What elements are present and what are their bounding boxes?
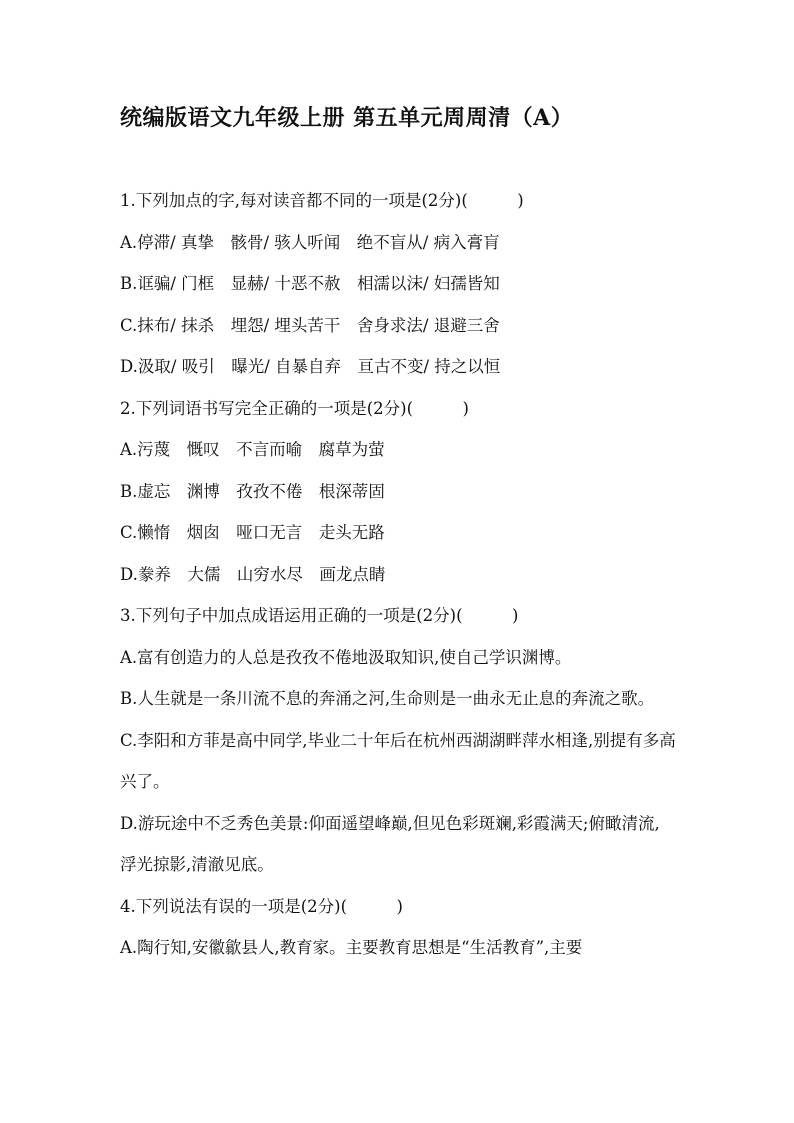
question-stem-4: 4.下列说法有误的一项是(2分)( ) [120,896,403,916]
option-2a: A.污蔑 慨叹 不言而喻 腐草为萤 [120,440,385,459]
option-1b: B.诓骗/ 门框 显赫/ 十恶不赦 相濡以沫/ 妇孺皆知 [120,274,500,293]
option-2b: B.虚忘 渊博 孜孜不倦 根深蒂固 [120,481,385,501]
question-stem-1: 1.下列加点的字,每对读音都不同的一项是(2分)( ) [120,191,524,210]
option-1d: D.汲取/ 吸引 曝光/ 自暴自弃 亘古不变/ 持之以恒 [120,357,501,376]
option-4a: A.陶行知,安徽歙县人,教育家。主要教育思想是“生活教育”,主要 [120,938,583,957]
question-stem-2: 2.下列词语书写完全正确的一项是(2分)( ) [120,398,469,418]
option-3b: B.人生就是一条川流不息的奔涌之河,生命则是一曲永无止息的奔流之歌。 [120,689,655,708]
option-1a: A.停滞/ 真挚 骸骨/ 骇人听闻 绝不盲从/ 病入膏肓 [120,232,500,252]
option-1c: C.抹布/ 抹杀 埋怨/ 埋头苦干 舍身求法/ 退避三舍 [120,315,500,335]
option-3d: D.游玩途中不乏秀色美景:仰面遥望峰巅,但见色彩斑斓,彩霞满天;俯瞰清流,浮光掠影,清澈见底。 [120,813,660,874]
option-2d: D.豢养 大儒 山穷水尽 画龙点睛 [120,564,386,584]
page-title: 统编版语文九年级上册 第五单元周周清（A） [120,105,574,131]
option-3c: C.李阳和方菲是高中同学,毕业二十年后在杭州西湖湖畔萍水相逢,别提有多高兴了。 [120,730,676,791]
option-3a: A.富有创造力的人总是孜孜不倦地汲取知识,使自己学识渊博。 [120,647,572,667]
option-2c: C.懒惰 烟囱 哑口无言 走头无路 [120,523,385,542]
question-stem-3: 3.下列句子中加点成语运用正确的一项是(2分)( ) [120,606,519,625]
question-list [120,180,676,969]
